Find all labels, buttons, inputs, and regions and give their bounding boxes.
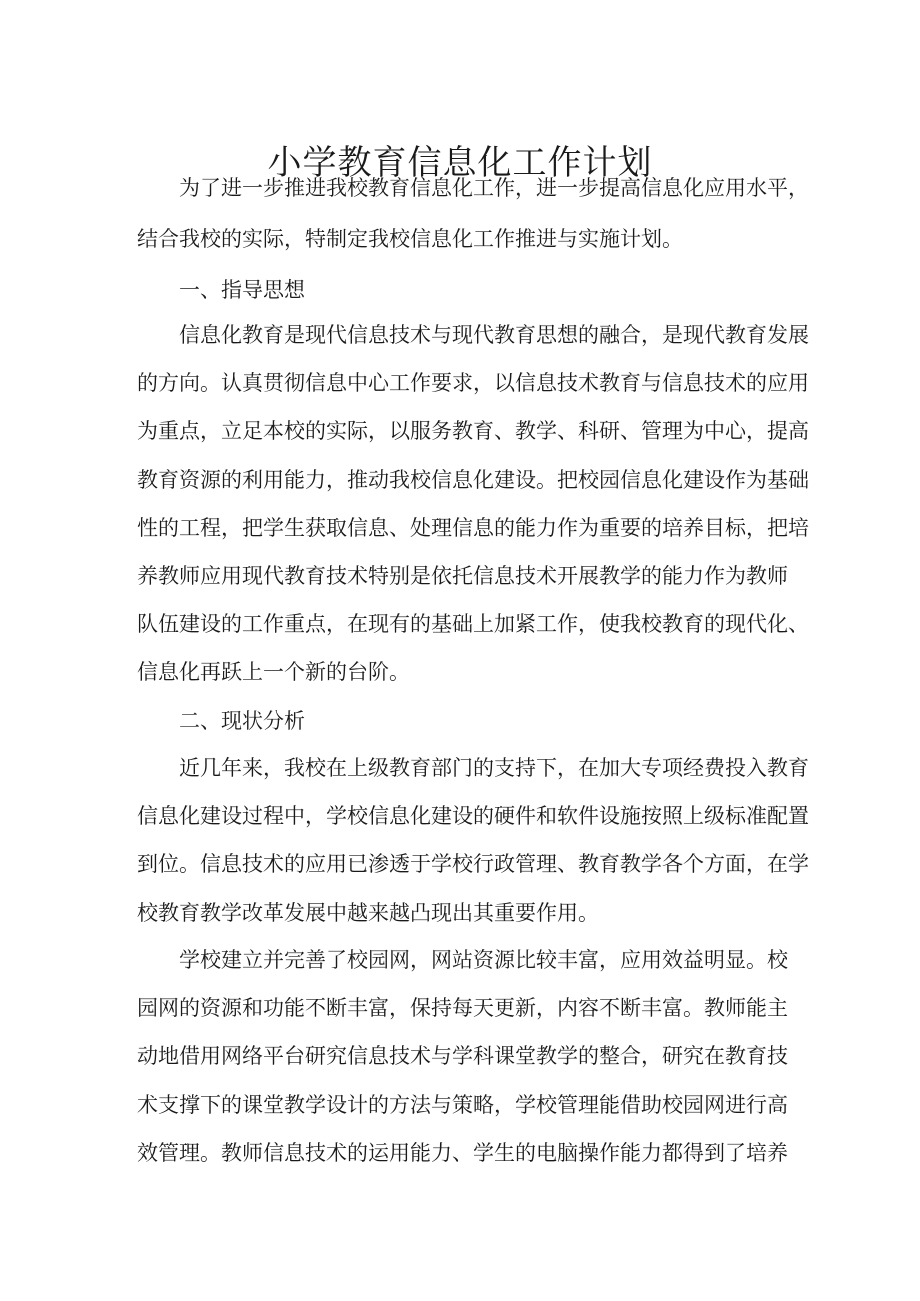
section-heading: 二、现状分析 bbox=[179, 709, 305, 733]
text-line: 学校建立并完善了校园网，网站资源比较丰富，应用效益明显。校 bbox=[179, 948, 788, 972]
text-line: 性的工程，把学生获取信息、处理信息的能力作为重要的培养目标，把培 bbox=[137, 516, 809, 540]
text-line: 动地借用网络平台研究信息技术与学科课堂教学的整合，研究在教育技 bbox=[137, 1044, 788, 1068]
text-line: 效管理。教师信息技术的运用能力、学生的电脑操作能力都得到了培养 bbox=[137, 1141, 788, 1165]
text-line: 校教育教学改革发展中越来越凸现出其重要作用。 bbox=[137, 901, 599, 925]
text-line: 的方向。认真贯彻信息中心工作要求，以信息技术教育与信息技术的应用 bbox=[137, 371, 809, 395]
text-line: 养教师应用现代教育技术特别是依托信息技术开展教学的能力作为教师 bbox=[137, 564, 788, 588]
text-line: 到位。信息技术的应用已渗透于学校行政管理、教育教学各个方面，在学 bbox=[137, 852, 809, 876]
text-line: 信息化教育是现代信息技术与现代教育思想的融合，是现代教育发展 bbox=[179, 323, 809, 347]
text-line: 结合我校的实际，特制定我校信息化工作推进与实施计划。 bbox=[137, 227, 683, 251]
text-line: 信息化建设过程中，学校信息化建设的硬件和软件设施按照上级标准配置 bbox=[137, 804, 809, 828]
text-line: 教育资源的利用能力，推动我校信息化建设。把校园信息化建设作为基础 bbox=[137, 468, 809, 492]
text-line: 队伍建设的工作重点，在现有的基础上加紧工作，使我校教育的现代化、 bbox=[137, 612, 809, 636]
text-line: 信息化再跃上一个新的台阶。 bbox=[137, 660, 410, 684]
text-line: 近几年来，我校在上级教育部门的支持下，在加大专项经费投入教育 bbox=[179, 756, 809, 780]
text-line: 为重点，立足本校的实际，以服务教育、教学、科研、管理为中心，提高 bbox=[137, 419, 809, 443]
section-heading: 一、指导思想 bbox=[179, 278, 305, 302]
text-line: 园网的资源和功能不断丰富，保持每天更新，内容不断丰富。教师能主 bbox=[137, 996, 788, 1020]
text-line: 术支撑下的课堂教学设计的方法与策略，学校管理能借助校园网进行高 bbox=[137, 1093, 788, 1117]
document-title: 小学教育信息化工作计划 bbox=[267, 142, 653, 183]
text-line: 为了进一步推进我校教育信息化工作，进一步提高信息化应用水平， bbox=[179, 176, 809, 200]
